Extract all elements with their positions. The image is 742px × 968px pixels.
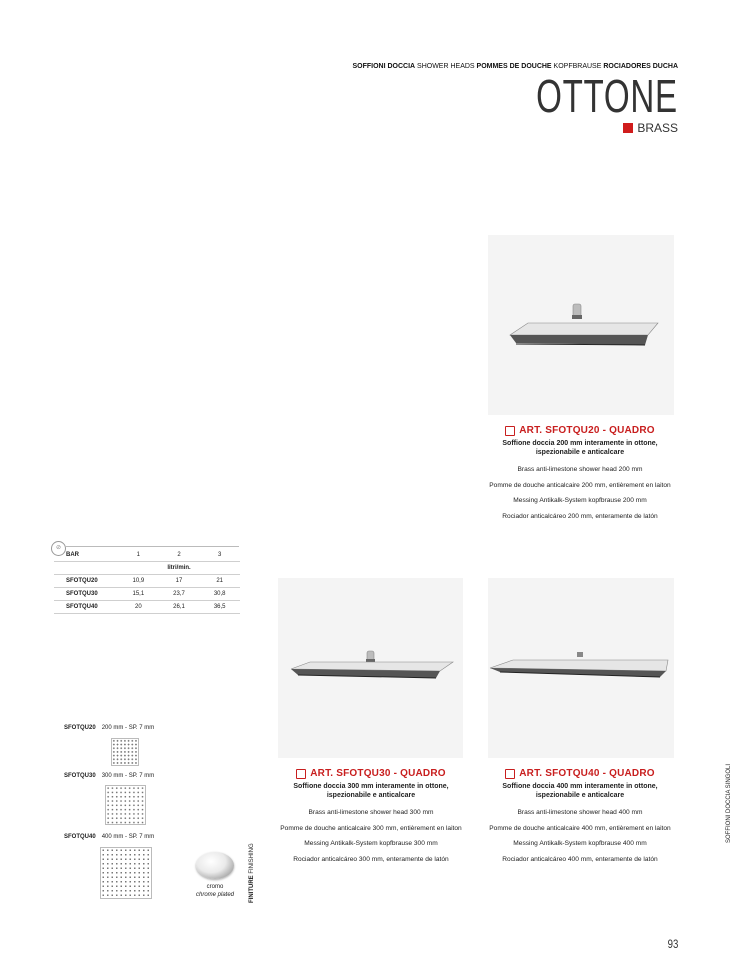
product-image-sfotqu40 [488,578,674,758]
finish-name-en: chrome plated [195,892,235,898]
header-fr: POMMES DE DOUCHE [476,63,552,70]
category-header [352,63,678,70]
chrome-finish-swatch [196,852,234,879]
table-cell: 20 [118,601,159,614]
description-fr: Pomme de douche anticalcaire 400 mm, entièrement en laiton [489,824,671,832]
shower-head-300-illustration [278,578,463,758]
nozzle-grid-300 [105,785,146,825]
description-it-line2: ispezionabile e anticalcare [326,792,416,799]
table-cell: 21 [199,575,240,588]
description-en: Brass anti-limestone shower head 400 mm [517,809,643,816]
table-cell: 23,7 [159,588,200,601]
finish-label: FINISHING [249,843,255,876]
size-desc: 200 mm - SP. 7 mm [101,725,155,731]
brass-color-square [623,123,633,133]
table-cell: 2 [159,549,200,562]
table-cell: 36,5 [199,601,240,614]
checkbox-icon [296,769,306,779]
description-de: Messing Antikalk-System kopfbrause 300 mm [304,840,438,847]
checkbox-icon [505,769,515,779]
table-cell: BAR [54,549,118,562]
article-code: ART. SFOTQU40 - QUADRO [519,768,655,779]
table-cell: 30,8 [199,588,240,601]
finishing-vertical-label [249,843,255,903]
description-es: Rociador anticalcáreo 400 mm, enteramente de latón [502,855,658,863]
shower-head-200-illustration [488,235,674,415]
description-it-line2: ispezionabile e anticalcare [535,792,625,799]
description-de: Messing Antikalk-System kopfbrause 400 mm [513,840,647,847]
table-cell [54,562,118,575]
material-label [623,121,678,135]
article-title [271,768,471,779]
table-cell: 17 [159,575,200,588]
description-es: Rociador anticalcáreo 200 mm, enteramente de latón [502,512,658,520]
description-it [480,439,680,457]
size-code: SFOTQU40 [64,834,96,840]
product-caption-sfotqu40 [480,768,680,867]
article-code: ART. SFOTQU20 - QUADRO [519,425,655,436]
article-code: ART. SFOTQU30 - QUADRO [310,768,446,779]
description-fr: Pomme de douche anticalcaire 300 mm, entièrement en laiton [280,824,462,832]
nozzle-grid-200 [111,738,139,766]
article-title [480,768,680,779]
header-de: KOPFBRAUSE [551,63,604,70]
table-cell: SFOTQU30 [54,588,118,601]
product-caption-sfotqu30 [271,768,471,867]
finish-label-bold: FINITURE [249,875,255,903]
table-unit: litri/min. [118,562,240,575]
shower-head-400-illustration [488,578,674,758]
size-label-sfotqu20 [64,725,154,731]
checkbox-icon [505,426,515,436]
description-it-line1: Soffione doccia 200 mm interamente in ottone, [502,440,658,447]
description-it [480,782,680,800]
product-image-sfotqu20 [488,235,674,415]
size-label-sfotqu30 [64,773,154,779]
page-number: 93 [667,937,678,951]
table-cell: 10,9 [118,575,159,588]
header-it: SOFFIONI DOCCIA [352,63,416,70]
product-image-sfotqu30 [278,578,463,758]
table-cell: SFOTQU40 [54,601,118,614]
description-fr: Pomme de douche anticalcaire 200 mm, entièrement en laiton [489,481,671,489]
table-cell: 15,1 [118,588,159,601]
flow-table-rule [66,546,239,547]
flow-rate-table [54,549,240,614]
flow-rate-icon: ⊘ [51,541,66,556]
description-it [271,782,471,800]
size-desc: 300 mm - SP. 7 mm [101,773,155,779]
size-code: SFOTQU30 [64,773,96,779]
finish-name: cromo [206,884,224,890]
description-de: Messing Antikalk-System kopfbrause 200 mm [513,497,647,504]
description-it-line1: Soffione doccia 400 mm interamente in ottone, [502,783,658,790]
article-title [480,425,680,436]
table-cell: SFOTQU20 [54,575,118,588]
material-label-text: BRASS [637,121,678,135]
description-en: Brass anti-limestone shower head 300 mm [308,809,434,816]
nozzle-grid-400 [100,847,152,899]
product-caption-sfotqu20 [480,425,680,524]
size-label-sfotqu40 [64,834,154,840]
header-es: ROCIADORES DUCHA [603,63,678,70]
description-en: Brass anti-limestone shower head 200 mm [517,466,643,473]
description-it-line2: ispezionabile e anticalcare [535,449,625,456]
table-header-row [54,549,240,562]
header-en: SHOWER HEADS [415,63,477,70]
description-it-line1: Soffione doccia 300 mm interamente in ottone, [293,783,449,790]
table-cell: 1 [118,549,159,562]
table-cell: 26,1 [159,601,200,614]
table-row [54,575,240,588]
table-row [54,588,240,601]
description-es: Rociador anticalcáreo 300 mm, enteramente de latón [293,855,449,863]
table-cell: 3 [199,549,240,562]
table-row [54,601,240,614]
size-desc: 400 mm - SP. 7 mm [101,834,155,840]
size-code: SFOTQU20 [64,725,96,731]
section-side-label: SOFFIONI DOCCIA SINGOLI [726,763,732,843]
table-unit-row [54,562,240,575]
page-title: OTTONE [536,70,678,122]
